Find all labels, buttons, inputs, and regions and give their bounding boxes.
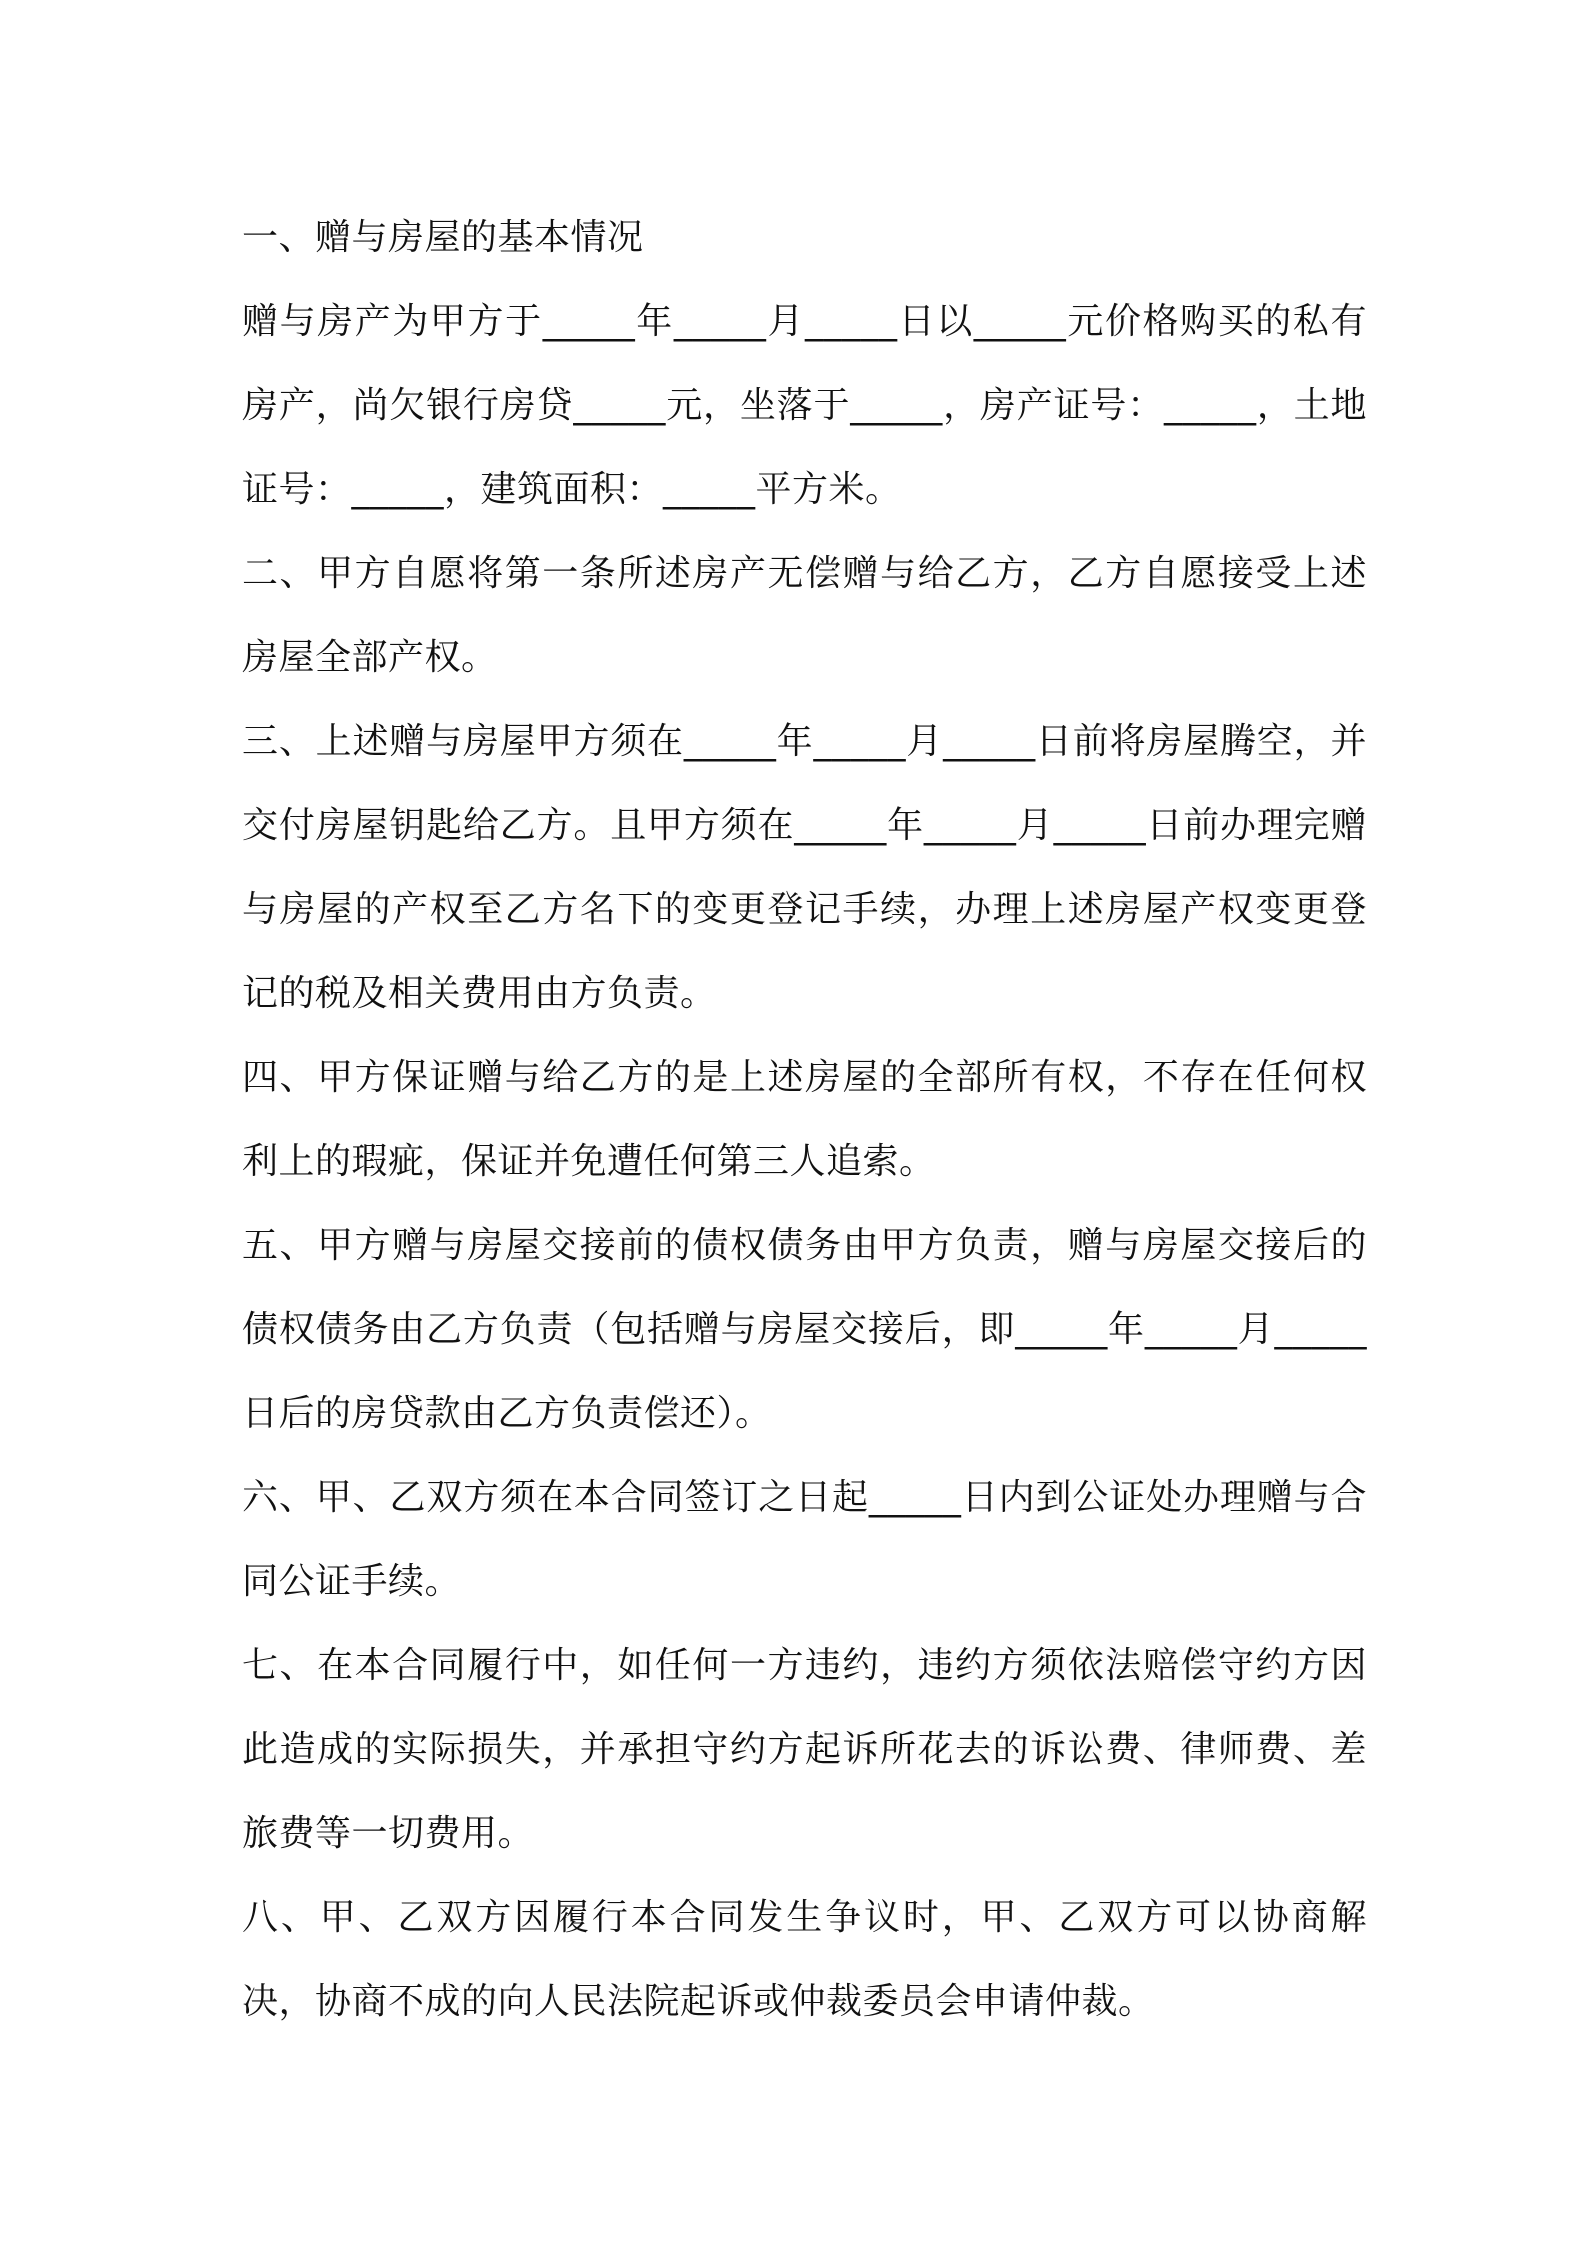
clause-three: 三、上述赠与房屋甲方须在_____年_____月_____日前将房屋腾空，并交付房屋钥匙给乙方。且甲方须在_____年_____月_____日前办理完赠与房屋的产权至乙方名下的变更登记手续，办理上述房屋产权变更登记的税及相关费用由方负责。	[242, 721, 1367, 1014]
document-body	[242, 196, 1367, 2044]
clause-eight: 八、甲、乙双方因履行本合同发生争议时，甲、乙双方可以协商解决，协商不成的向人民法院起诉或仲裁委员会申请仲裁。	[242, 1897, 1367, 2022]
clause-seven: 七、在本合同履行中，如任何一方违约，违约方须依法赔偿守约方因此造成的实际损失，并承担守约方起诉所花去的诉讼费、律师费、差旅费等一切费用。	[242, 1645, 1367, 1854]
section-heading-basic-info: 一、赠与房屋的基本情况	[242, 217, 644, 258]
clause-six: 六、甲、乙双方须在本合同签订之日起_____日内到公证处办理赠与合同公证手续。	[242, 1477, 1367, 1602]
paragraph-property-details: 赠与房产为甲方于_____年_____月_____日以_____元价格购买的私有房产，尚欠银行房贷_____元，坐落于_____，房产证号：_____，土地证号：_____，建筑面积：_____平方米。	[242, 301, 1367, 510]
clause-two: 二、甲方自愿将第一条所述房产无偿赠与给乙方，乙方自愿接受上述房屋全部产权。	[242, 553, 1367, 678]
clause-five: 五、甲方赠与房屋交接前的债权债务由甲方负责，赠与房屋交接后的债权债务由乙方负责（包括赠与房屋交接后，即_____年_____月_____日后的房贷款由乙方负责偿还）。	[242, 1225, 1367, 1434]
clause-four: 四、甲方保证赠与给乙方的是上述房屋的全部所有权，不存在任何权利上的瑕疵，保证并免遭任何第三人追索。	[242, 1057, 1367, 1182]
